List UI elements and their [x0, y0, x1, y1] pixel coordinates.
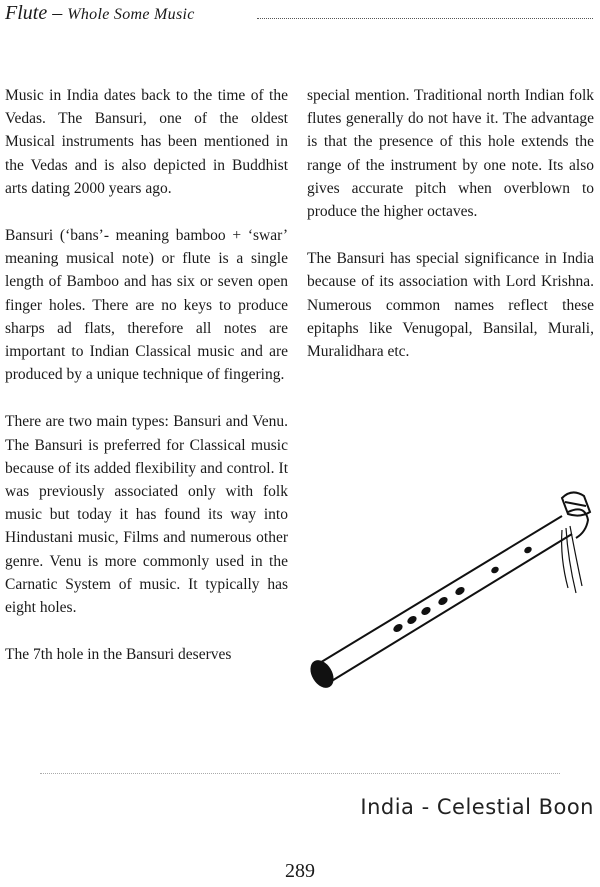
page-number: 289: [285, 860, 315, 882]
paragraph-main-types: There are two main types: Bansuri and Venu. The Bansuri is preferred for Classical music because of its added flexibility and control. It was previously associated only with folk music but today it has found its way into Hindustani music, Films and numerous other genre. Venu is more commonly used in the Carnatic System of music. It typically has eight holes.: [5, 413, 288, 617]
header-dotted-rule: [257, 18, 593, 19]
paragraph-bansuri-definition: Bansuri (‘bans’- meaning bamboo + ‘swar’ meaning musical note) or flute is a single length of Bamboo and has six or seven open finger holes. There are no keys to produce sharps ad flats, therefore all notes are important to Indian Classical music and are produced by a unique technique of fingering.: [5, 227, 288, 384]
paragraph-krishna: The Bansuri has special significance in India because of its association with Lord Krishna. Numerous common names reflect these epitaphs like Venugopal, Bansilal, Murali, Muralidhara etc.: [307, 250, 594, 361]
left-column: [5, 84, 288, 666]
right-column: [307, 84, 594, 363]
paragraph-seventh-hole-continued: special mention. Traditional north Indian folk flutes generally do not have it. The advantage is that the presence of this hole extends the range of the instrument by one note. Its also gives accurate pitch when overblown to produce the higher octaves.: [307, 87, 594, 221]
footer-caption: India - Celestial Boon: [360, 795, 594, 819]
header-title: [5, 2, 195, 25]
page-header: [5, 0, 595, 30]
header-title-main: Flute –: [5, 2, 63, 24]
flute-illustration-icon: [300, 468, 600, 708]
bottom-dotted-rule: [40, 773, 560, 774]
paragraph-seventh-hole-start: The 7th hole in the Bansuri deserves: [5, 646, 232, 664]
header-subtitle: Whole Some Music: [67, 6, 195, 23]
paragraph-vedas: Music in India dates back to the time of the Vedas. The Bansuri, one of the oldest Musical instruments has been mentioned in the Vedas and is also depicted in Buddhist arts dating 2000 years ago.: [5, 87, 288, 197]
